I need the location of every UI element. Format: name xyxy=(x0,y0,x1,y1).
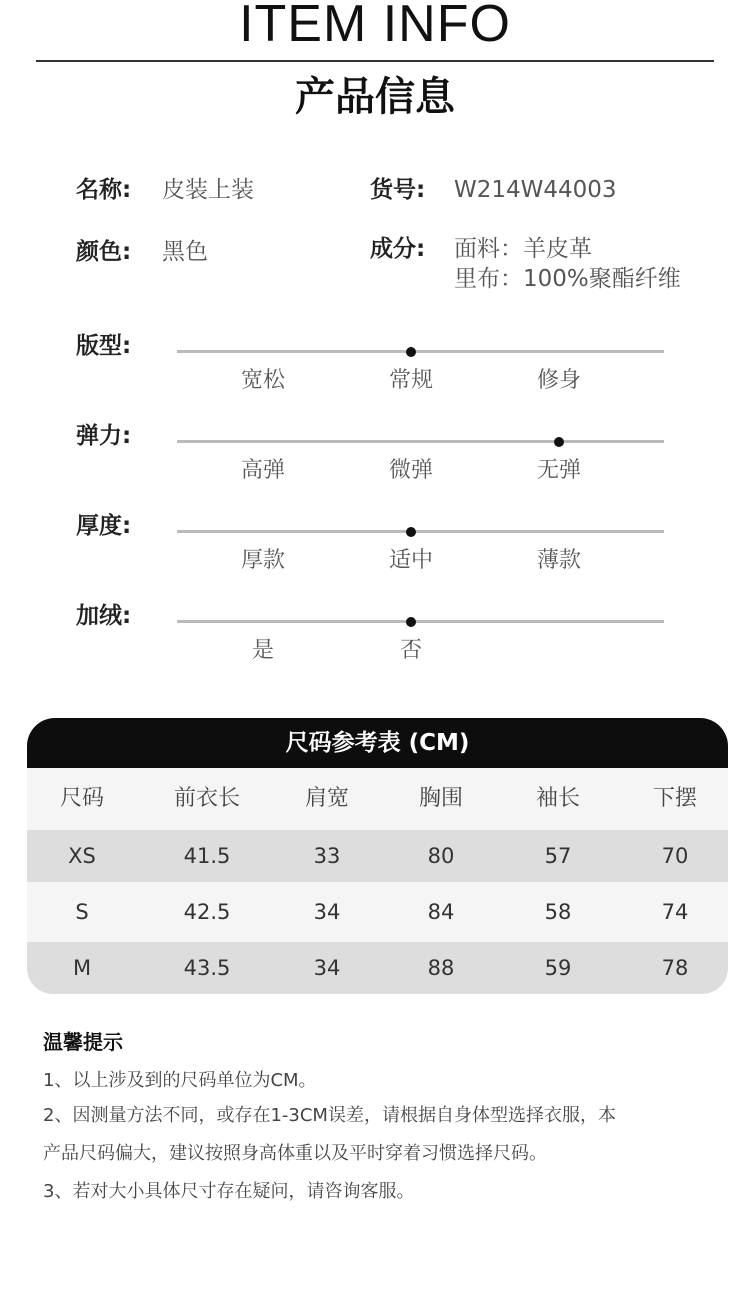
size-table-title: 尺码参考表 (CM) xyxy=(27,718,728,768)
table-cell: 84 xyxy=(427,900,455,924)
sku-label: 货号: xyxy=(370,177,426,203)
table-cell: 42.5 xyxy=(183,900,231,924)
attribute-option: 微弹 xyxy=(388,458,433,483)
attribute-scale-marker xyxy=(406,347,416,357)
attribute-option: 宽松 xyxy=(240,368,285,393)
table-cell: 80 xyxy=(427,844,455,868)
attribute-scale-track xyxy=(177,530,664,533)
material-lining: 里布：100%聚酯纤维 xyxy=(454,266,681,292)
attribute-option: 常规 xyxy=(388,368,433,393)
table-header-cell: 前衣长 xyxy=(173,786,240,811)
color-label: 颜色: xyxy=(76,239,132,265)
table-header-cell: 袖长 xyxy=(535,786,580,811)
table-cell: 59 xyxy=(544,956,572,980)
sku-value: W214W44003 xyxy=(454,177,617,203)
table-row xyxy=(27,942,728,994)
header-divider xyxy=(36,60,714,62)
table-cell: 74 xyxy=(661,900,689,924)
table-cell: 70 xyxy=(661,844,689,868)
note-line-4: 3、若对大小具体尺寸存在疑问，请咨询客服。 xyxy=(43,1181,415,1202)
table-cell: S xyxy=(75,900,89,924)
attribute-scale-track xyxy=(177,350,664,353)
attribute-option: 否 xyxy=(399,638,422,663)
table-row xyxy=(27,830,728,882)
attribute-option: 是 xyxy=(251,638,274,663)
material-label: 成分: xyxy=(370,236,426,262)
attribute-label: 厚度: xyxy=(76,513,132,539)
size-table xyxy=(27,768,728,994)
table-header-row xyxy=(27,768,728,830)
attribute-scale-track xyxy=(177,440,664,443)
attribute-scale-marker xyxy=(406,527,416,537)
note-line-2: 2、因测量方法不同，或存在1-3CM误差，请根据自身体型选择衣服，本 xyxy=(43,1105,616,1126)
notes-title: 温馨提示 xyxy=(43,1030,123,1054)
attribute-scale-track xyxy=(177,620,664,623)
table-cell: 88 xyxy=(427,956,455,980)
attribute-label: 弹力: xyxy=(76,423,132,449)
table-cell: 78 xyxy=(661,956,689,980)
color-value: 黑色 xyxy=(162,239,208,265)
note-line-1: 1、以上涉及到的尺码单位为CM。 xyxy=(43,1070,317,1091)
table-cell: 33 xyxy=(313,844,341,868)
table-header-cell: 尺码 xyxy=(59,786,104,811)
attribute-label: 版型: xyxy=(76,333,132,359)
attribute-label: 加绒: xyxy=(76,603,132,629)
table-row xyxy=(27,882,728,942)
name-label: 名称: xyxy=(76,177,132,203)
attribute-option: 高弹 xyxy=(240,458,285,483)
attribute-option: 适中 xyxy=(388,548,433,573)
attribute-option: 无弹 xyxy=(536,458,581,483)
table-cell: XS xyxy=(68,844,96,868)
attribute-option: 修身 xyxy=(536,368,581,393)
attribute-scale-marker xyxy=(554,437,564,447)
header-title: ITEM INFO xyxy=(239,0,511,53)
note-line-3: 产品尺码偏大，建议按照身高体重以及平时穿着习惯选择尺码。 xyxy=(43,1143,547,1164)
name-value: 皮装上装 xyxy=(162,177,254,203)
table-cell: M xyxy=(72,956,92,980)
table-cell: 43.5 xyxy=(183,956,231,980)
material-fabric: 面料：羊皮革 xyxy=(454,236,592,262)
attribute-option: 厚款 xyxy=(240,548,285,573)
table-header-cell: 下摆 xyxy=(652,786,697,811)
header-subtitle: 产品信息 xyxy=(295,74,455,120)
table-header-cell: 胸围 xyxy=(418,786,463,811)
table-cell: 57 xyxy=(544,844,572,868)
table-cell: 34 xyxy=(313,956,341,980)
table-cell: 34 xyxy=(313,900,341,924)
table-header-cell: 肩宽 xyxy=(304,786,349,811)
attribute-option: 薄款 xyxy=(536,548,581,573)
table-cell: 58 xyxy=(544,900,572,924)
attribute-scale-marker xyxy=(406,617,416,627)
table-cell: 41.5 xyxy=(183,844,231,868)
